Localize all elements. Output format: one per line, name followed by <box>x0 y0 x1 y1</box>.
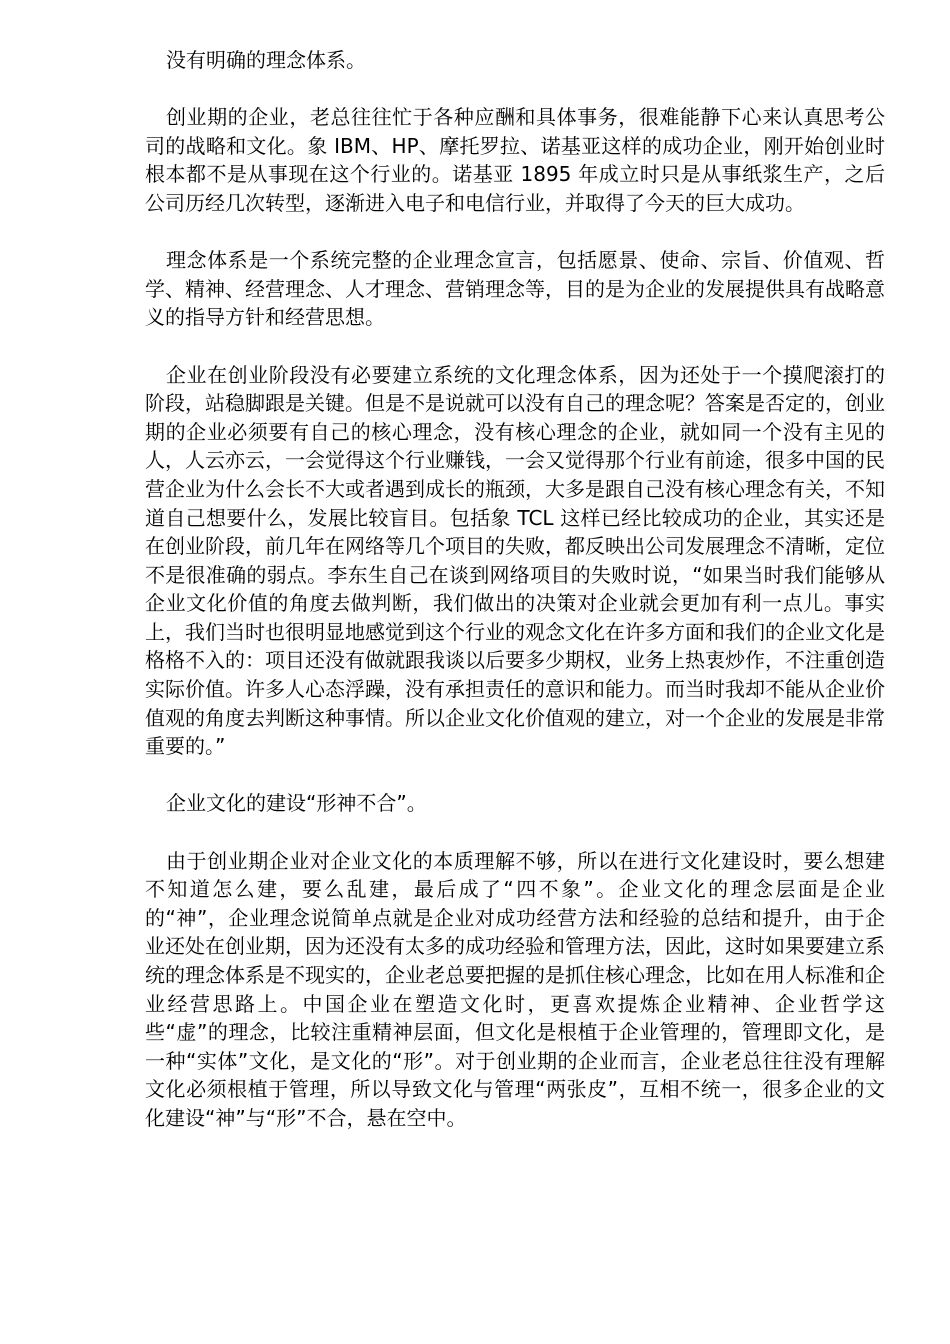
paragraph-core-concept-necessity: 企业在创业阶段没有必要建立系统的文化理念体系，因为还处于一个摸爬滚打的阶段，站稳脚跟是关键。但是不是说就可以没有自己的理念呢？答案是否定的，创业期的企业必须要有自己的核心理念，没有核心理念的企业，就如同一个没有主见的人，人云亦云，一会觉得这个行业赚钱，一会又觉得那个行业有前途，很多中国的民营企业为什么会长不大或者遇到成长的瓶颈，大多是跟自己没有核心理念有关，不知道自己想要什么，发展比较盲目。包括象 TCL 这样已经比较成功的企业，其实还是在创业阶段，前几年在网络等几个项目的失败，都反映出公司发展理念不清晰，定位不是很准确的弱点。李东生自己在谈到网络项目的失败时说，“如果当时我们能够从企业文化价值的角度去做判断，我们做出的决策对企业就会更加有利一点儿。事实上，我们当时也很明显地感觉到这个行业的观念文化在许多方面和我们的企业文化是格格不入的：项目还没有做就跟我谈以后要多少期权，业务上热衷炒作，不注重创造实际价值。许多人心态浮躁，没有承担责任的意识和能力。而当时我却不能从企业价值观的角度去判断这种事情。所以企业文化价值观的建立，对一个企业的发展是非常重要的。” <box>145 362 885 759</box>
paragraph-no-clear-concept-system: 没有明确的理念体系。 <box>166 48 366 72</box>
paragraph-culture-building-explanation: 由于创业期企业对企业文化的本质理解不够，所以在进行文化建设时，要么想建不知道怎么建，要么乱建，最后成了“四不象”。企业文化的理念层面是企业的“神”，企业理念说简单点就是企业对成功经营方法和经验的总结和提升，由于企业还处在创业期，因为还没有太多的成功经验和管理方法，因此，这时如果要建立系统的理念体系是不现实的，企业老总要把握的是抓住核心理念，比如在用人标准和企业经营思路上。中国企业在塑造文化时，更喜欢提炼企业精神、企业哲学这些“虚”的理念，比较注重精神层面，但文化是根植于企业管理的，管理即文化，是一种“实体”文化，是文化的“形”。对于创业期的企业而言，企业老总往往没有理解文化必须根植于管理，所以导致文化与管理“两张皮”，互相不统一，很多企业的文化建设“神”与“形”不合，悬在空中。 <box>145 848 885 1130</box>
paragraph-concept-system-definition: 理念体系是一个系统完整的企业理念宣言，包括愿景、使命、宗旨、价值观、哲学、精神、经营理念、人才理念、营销理念等，目的是为企业的发展提供具有战略意义的指导方针和经营思想。 <box>145 248 885 330</box>
document-body <box>145 46 885 1133</box>
paragraph-startup-boss-busy: 创业期的企业，老总往往忙于各种应酬和具体事务，很难能静下心来认真思考公司的战略和文化。象 IBM、HP、摩托罗拉、诺基亚这样的成功企业，刚开始创业时根本都不是从事现在这个行业的。诺基亚 1895 年成立时只是从事纸浆生产，之后公司历经几次转型，逐渐进入电子和电信行业，并取得了今天的巨大成功。 <box>145 105 885 215</box>
paragraph-form-spirit-mismatch-heading: 企业文化的建设“形神不合”。 <box>166 791 427 816</box>
